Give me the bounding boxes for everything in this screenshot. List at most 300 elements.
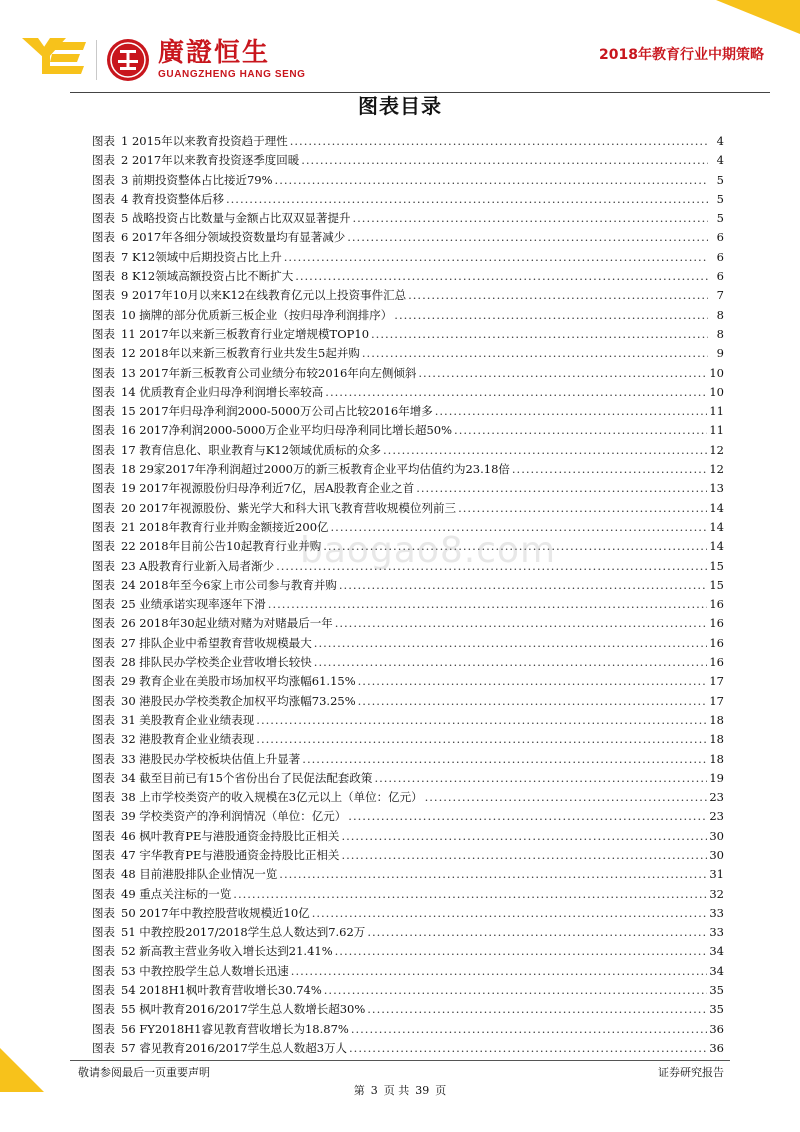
logo-separator bbox=[96, 40, 97, 80]
toc-page-number: 9 bbox=[716, 346, 724, 361]
figure-title: 摘牌的部分优质新三板企业（按归母净利润排序） bbox=[139, 307, 393, 322]
figure-title: 枫叶教育2016/2017学生总人数增长超30% bbox=[139, 1002, 366, 1017]
dot-leader bbox=[335, 614, 708, 633]
toc-row[interactable] bbox=[92, 576, 724, 595]
figure-prefix: 图表 bbox=[92, 307, 115, 322]
toc-row[interactable] bbox=[92, 190, 724, 209]
toc-row[interactable] bbox=[92, 499, 724, 518]
dot-leader bbox=[256, 711, 707, 730]
page-header bbox=[0, 0, 800, 95]
dot-leader bbox=[341, 827, 707, 846]
toc-entry-label bbox=[92, 306, 392, 325]
figure-number: 8 bbox=[121, 269, 129, 284]
figure-prefix: 图表 bbox=[92, 983, 115, 998]
figure-prefix: 图表 bbox=[92, 732, 115, 747]
toc-page-number: 23 bbox=[709, 809, 724, 824]
dot-leader bbox=[383, 441, 707, 460]
toc-page-number: 12 bbox=[709, 462, 724, 477]
toc-entry-label bbox=[92, 962, 289, 981]
toc-entry-label bbox=[92, 1020, 349, 1039]
toc-page-number: 5 bbox=[716, 191, 724, 206]
toc-row[interactable] bbox=[92, 962, 724, 981]
brand-name-cn: 廣證恒生 bbox=[158, 38, 271, 68]
toc-page-number: 34 bbox=[709, 963, 724, 978]
figure-title: 宇华教育PE与港股通资金持股比正相关 bbox=[139, 847, 340, 862]
toc-entry-label bbox=[92, 557, 274, 576]
toc-entry-label bbox=[92, 499, 456, 518]
figure-title: 2017净利润2000-5000万企业平均归母净利同比增长超50% bbox=[139, 423, 453, 438]
toc-page-number: 33 bbox=[709, 905, 724, 920]
dot-leader bbox=[268, 595, 708, 614]
toc-entry-label bbox=[92, 576, 337, 595]
figure-prefix: 图表 bbox=[92, 674, 115, 689]
dot-leader bbox=[351, 1020, 708, 1039]
toc-entry-label bbox=[92, 151, 299, 170]
toc-row[interactable] bbox=[92, 672, 724, 691]
dot-leader bbox=[408, 286, 708, 305]
figure-title: 港股民办学校板块估值上升显著 bbox=[139, 751, 301, 766]
toc-entry-label bbox=[92, 653, 312, 672]
toc-page-number: 30 bbox=[709, 828, 724, 843]
toc-row[interactable] bbox=[92, 325, 724, 344]
toc-row[interactable] bbox=[92, 750, 724, 769]
dot-leader bbox=[458, 499, 707, 518]
figure-prefix: 图表 bbox=[92, 963, 115, 978]
figure-title: 2017年10月以来K12在线教育亿元以上投资事件汇总 bbox=[131, 288, 407, 303]
toc-page-number: 30 bbox=[709, 847, 724, 862]
figure-prefix: 图表 bbox=[92, 616, 115, 631]
toc-page-number: 15 bbox=[709, 558, 724, 573]
figure-prefix: 图表 bbox=[92, 712, 115, 727]
figure-prefix: 图表 bbox=[92, 751, 115, 766]
toc-row[interactable] bbox=[92, 692, 724, 711]
figure-title: 学校类资产的净利润情况（单位：亿元） bbox=[139, 809, 347, 824]
page-title: 图表目录 bbox=[358, 94, 442, 118]
dot-leader bbox=[233, 885, 707, 904]
dot-leader bbox=[290, 132, 708, 151]
figure-title: FY2018H1睿见教育营收增长为18.87% bbox=[139, 1021, 349, 1036]
dot-leader bbox=[367, 1000, 707, 1019]
toc-row[interactable] bbox=[92, 730, 724, 749]
figure-number: 5 bbox=[121, 211, 129, 226]
figure-number: 25 bbox=[121, 597, 136, 612]
toc-page-number: 4 bbox=[716, 134, 724, 148]
dot-leader bbox=[291, 962, 708, 981]
figure-prefix: 图表 bbox=[92, 442, 115, 457]
toc-row[interactable] bbox=[92, 634, 724, 653]
figure-prefix: 图表 bbox=[92, 134, 115, 148]
figure-number: 57 bbox=[121, 1040, 136, 1055]
toc-page-number: 12 bbox=[709, 442, 724, 457]
toc-entry-label bbox=[92, 286, 406, 305]
figure-number: 14 bbox=[121, 384, 136, 399]
figure-title: 2017年视源股份归母净利近7亿，居A股教育企业之首 bbox=[139, 481, 415, 496]
toc-entry-label bbox=[92, 171, 273, 190]
page-mid: 页 共 bbox=[383, 1084, 410, 1097]
toc-page-number: 18 bbox=[709, 732, 724, 747]
figure-title: 港股民办学校类教企加权平均涨幅73.25% bbox=[139, 693, 356, 708]
toc-row[interactable] bbox=[92, 595, 724, 614]
toc-row[interactable] bbox=[92, 306, 724, 325]
footer-disclaimer: 敬请参阅最后一页重要声明 bbox=[78, 1066, 210, 1079]
figure-prefix: 图表 bbox=[92, 153, 115, 168]
figure-prefix: 图表 bbox=[92, 597, 115, 612]
toc-row[interactable] bbox=[92, 653, 724, 672]
figure-number: 38 bbox=[121, 790, 136, 805]
toc-entry-label bbox=[92, 1039, 347, 1058]
toc-entry-label bbox=[92, 672, 356, 691]
figure-title: 2018H1枫叶教育营收增长30.74% bbox=[139, 983, 322, 998]
figure-prefix: 图表 bbox=[92, 905, 115, 920]
page-current: 3 bbox=[370, 1084, 378, 1097]
toc-row[interactable] bbox=[92, 846, 724, 865]
toc-row[interactable] bbox=[92, 923, 724, 942]
toc-row[interactable] bbox=[92, 209, 724, 228]
figure-toc-list bbox=[92, 132, 724, 1058]
figure-number: 2 bbox=[121, 153, 129, 168]
figure-number: 3 bbox=[121, 172, 129, 187]
toc-row[interactable] bbox=[92, 421, 724, 440]
figure-title: 2018年至今6家上市公司参与教育并购 bbox=[139, 577, 337, 592]
toc-page-number: 14 bbox=[709, 500, 724, 515]
figure-title: 新高教主营业务收入增长达到21.41% bbox=[139, 944, 333, 959]
figure-prefix: 图表 bbox=[92, 423, 115, 438]
dot-leader bbox=[362, 344, 708, 363]
dot-leader bbox=[275, 171, 708, 190]
figure-number: 4 bbox=[121, 191, 129, 206]
dot-leader bbox=[325, 383, 707, 402]
toc-entry-label bbox=[92, 827, 339, 846]
figure-title: 中教控股学生总人数增长迅速 bbox=[139, 963, 289, 978]
toc-row[interactable] bbox=[92, 711, 724, 730]
dot-leader bbox=[418, 364, 707, 383]
figure-prefix: 图表 bbox=[92, 1002, 115, 1017]
dot-leader bbox=[348, 807, 707, 826]
ye-logo-icon bbox=[22, 36, 88, 76]
toc-page-number: 15 bbox=[709, 577, 724, 592]
figure-number: 20 bbox=[121, 500, 136, 515]
toc-row[interactable] bbox=[92, 807, 724, 826]
toc-entry-label bbox=[92, 711, 254, 730]
figure-number: 47 bbox=[121, 847, 136, 862]
toc-row[interactable] bbox=[92, 479, 724, 498]
figure-title: 教育投资整体后移 bbox=[131, 191, 224, 206]
figure-prefix: 图表 bbox=[92, 500, 115, 515]
dot-leader bbox=[284, 248, 708, 267]
figure-number: 24 bbox=[121, 577, 136, 592]
figure-number: 12 bbox=[121, 346, 136, 361]
dot-leader bbox=[349, 1039, 707, 1058]
figure-number: 13 bbox=[121, 365, 136, 380]
figure-prefix: 图表 bbox=[92, 828, 115, 843]
figure-number: 26 bbox=[121, 616, 136, 631]
figure-title: 枫叶教育PE与港股通资金持股比正相关 bbox=[139, 828, 340, 843]
toc-row[interactable] bbox=[92, 788, 724, 807]
figure-prefix: 图表 bbox=[92, 577, 115, 592]
figure-number: 29 bbox=[121, 674, 136, 689]
dot-leader bbox=[335, 942, 708, 961]
toc-page-number: 36 bbox=[709, 1040, 724, 1055]
toc-entry-label bbox=[92, 1000, 365, 1019]
toc-row[interactable] bbox=[92, 248, 724, 267]
figure-title: 教育企业在美股市场加权平均涨幅61.15% bbox=[139, 674, 356, 689]
toc-row[interactable] bbox=[92, 364, 724, 383]
figure-number: 39 bbox=[121, 809, 136, 824]
figure-prefix: 图表 bbox=[92, 770, 115, 785]
figure-prefix: 图表 bbox=[92, 558, 115, 573]
figure-title: 29家2017年净利润超过2000万的新三板教育企业平均估值约为23.18倍 bbox=[139, 462, 510, 477]
toc-page-number: 6 bbox=[716, 230, 724, 245]
toc-page-number: 18 bbox=[709, 751, 724, 766]
figure-prefix: 图表 bbox=[92, 365, 115, 380]
toc-row[interactable] bbox=[92, 344, 724, 363]
figure-number: 6 bbox=[121, 230, 129, 245]
toc-entry-label bbox=[92, 730, 254, 749]
dot-leader bbox=[374, 769, 707, 788]
dot-leader bbox=[367, 923, 707, 942]
toc-page-number: 11 bbox=[709, 404, 724, 419]
toc-page-number: 16 bbox=[709, 597, 724, 612]
figure-number: 30 bbox=[121, 693, 136, 708]
figure-title: 重点关注标的一览 bbox=[139, 886, 232, 901]
figure-title: K12领域中后期投资占比上升 bbox=[131, 249, 282, 264]
figure-number: 56 bbox=[121, 1021, 136, 1036]
toc-page-number: 6 bbox=[716, 269, 724, 284]
report-title: 2018年教育行业中期策略 bbox=[599, 47, 764, 63]
toc-entry-label bbox=[92, 383, 323, 402]
figure-title: 2017年以来新三板教育行业定增规模TOP10 bbox=[139, 326, 370, 341]
toc-page-number: 5 bbox=[716, 211, 724, 226]
figure-title: 港股教育企业业绩表现 bbox=[139, 732, 255, 747]
toc-entry-label bbox=[92, 865, 277, 884]
dot-leader bbox=[339, 576, 707, 595]
figure-prefix: 图表 bbox=[92, 847, 115, 862]
figure-title: 前期投资整体占比接近79% bbox=[131, 172, 273, 187]
dot-leader bbox=[371, 325, 708, 344]
watermark: baogao8.com bbox=[300, 530, 557, 571]
page-total: 39 bbox=[415, 1084, 430, 1097]
toc-page-number: 33 bbox=[709, 925, 724, 940]
toc-page-number: 6 bbox=[716, 249, 724, 264]
toc-page-number: 10 bbox=[709, 384, 724, 399]
toc-row[interactable] bbox=[92, 1020, 724, 1039]
toc-entry-label bbox=[92, 228, 345, 247]
figure-title: 排队民办学校类企业营收增长较快 bbox=[139, 655, 312, 670]
figure-title: 2017年新三板教育公司业绩分布较2016年向左侧倾斜 bbox=[139, 365, 417, 380]
toc-page-number: 14 bbox=[709, 539, 724, 554]
toc-entry-label bbox=[92, 885, 231, 904]
figure-title: 睿见教育2016/2017学生总人数超3万人 bbox=[139, 1040, 348, 1055]
toc-entry-label bbox=[92, 904, 310, 923]
toc-page-number: 16 bbox=[709, 655, 724, 670]
figure-prefix: 图表 bbox=[92, 655, 115, 670]
figure-number: 10 bbox=[121, 307, 136, 322]
figure-title: K12领域高额投资占比不断扩大 bbox=[131, 269, 294, 284]
dot-leader bbox=[279, 865, 707, 884]
toc-page-number: 4 bbox=[716, 153, 724, 168]
figure-number: 52 bbox=[121, 944, 136, 959]
toc-entry-label bbox=[92, 325, 369, 344]
toc-row[interactable] bbox=[92, 1000, 724, 1019]
figure-title: 2015年以来教育投资趋于理性 bbox=[131, 134, 288, 148]
figure-prefix: 图表 bbox=[92, 944, 115, 959]
dot-leader bbox=[425, 788, 708, 807]
toc-page-number: 14 bbox=[709, 519, 724, 534]
toc-row[interactable] bbox=[92, 769, 724, 788]
figure-title: 2018年目前公告10起教育行业并购 bbox=[139, 539, 322, 554]
figure-number: 48 bbox=[121, 867, 136, 882]
figure-number: 53 bbox=[121, 963, 136, 978]
toc-row[interactable] bbox=[92, 460, 724, 479]
figure-prefix: 图表 bbox=[92, 346, 115, 361]
toc-page-number: 16 bbox=[709, 616, 724, 631]
figure-number: 15 bbox=[121, 404, 136, 419]
toc-page-number: 35 bbox=[709, 1002, 724, 1017]
figure-title: 2017年归母净利润2000-5000万公司占比较2016年增多 bbox=[139, 404, 433, 419]
figure-number: 51 bbox=[121, 925, 136, 940]
toc-row[interactable] bbox=[92, 865, 724, 884]
toc-entry-label bbox=[92, 788, 423, 807]
figure-prefix: 图表 bbox=[92, 326, 115, 341]
toc-page-number: 7 bbox=[716, 288, 724, 303]
figure-prefix: 图表 bbox=[92, 886, 115, 901]
dot-leader bbox=[256, 730, 707, 749]
figure-number: 16 bbox=[121, 423, 136, 438]
figure-number: 33 bbox=[121, 751, 136, 766]
dot-leader bbox=[341, 846, 707, 865]
toc-entry-label bbox=[92, 344, 360, 363]
toc-entry-label bbox=[92, 537, 321, 556]
figure-prefix: 图表 bbox=[92, 384, 115, 399]
figure-title: 业绩承诺实现率逐年下滑 bbox=[139, 597, 266, 612]
toc-page-number: 5 bbox=[716, 172, 724, 187]
toc-row[interactable] bbox=[92, 171, 724, 190]
toc-row[interactable] bbox=[92, 981, 724, 1000]
dot-leader bbox=[394, 306, 708, 325]
figure-number: 27 bbox=[121, 635, 136, 650]
toc-entry-label bbox=[92, 981, 322, 1000]
toc-entry-label bbox=[92, 942, 333, 961]
figure-number: 21 bbox=[121, 519, 136, 534]
dot-leader bbox=[352, 209, 708, 228]
page-suffix: 页 bbox=[435, 1084, 447, 1097]
figure-prefix: 图表 bbox=[92, 693, 115, 708]
dot-leader bbox=[347, 228, 708, 247]
dot-leader bbox=[358, 692, 708, 711]
figure-title: A股教育行业新入局者渐少 bbox=[139, 558, 275, 573]
toc-page-number: 16 bbox=[709, 635, 724, 650]
toc-page-number: 35 bbox=[709, 983, 724, 998]
figure-prefix: 图表 bbox=[92, 1021, 115, 1036]
figure-prefix: 图表 bbox=[92, 635, 115, 650]
toc-page-number: 8 bbox=[716, 326, 724, 341]
page-prefix: 第 bbox=[353, 1084, 365, 1097]
toc-page-number: 23 bbox=[709, 790, 724, 805]
toc-entry-label bbox=[92, 441, 381, 460]
toc-entry-label bbox=[92, 190, 224, 209]
toc-row[interactable] bbox=[92, 132, 724, 151]
toc-entry-label bbox=[92, 518, 329, 537]
toc-page-number: 17 bbox=[709, 693, 724, 708]
figure-number: 1 bbox=[121, 134, 129, 148]
figure-number: 28 bbox=[121, 655, 136, 670]
toc-row[interactable] bbox=[92, 827, 724, 846]
toc-row[interactable] bbox=[92, 885, 724, 904]
toc-entry-label bbox=[92, 132, 288, 151]
figure-prefix: 图表 bbox=[92, 249, 115, 264]
figure-title: 排队企业中希望教育营收规模最大 bbox=[139, 635, 312, 650]
toc-page-number: 8 bbox=[716, 307, 724, 322]
dot-leader bbox=[302, 750, 707, 769]
toc-entry-label bbox=[92, 460, 510, 479]
figure-prefix: 图表 bbox=[92, 230, 115, 245]
toc-page-number: 32 bbox=[709, 886, 724, 901]
toc-row[interactable] bbox=[92, 942, 724, 961]
toc-entry-label bbox=[92, 846, 339, 865]
toc-page-number: 13 bbox=[709, 481, 724, 496]
footer-page-number bbox=[0, 1082, 800, 1098]
figure-number: 32 bbox=[121, 732, 136, 747]
toc-row[interactable] bbox=[92, 904, 724, 923]
figure-number: 22 bbox=[121, 539, 136, 554]
toc-entry-label bbox=[92, 807, 346, 826]
header-divider bbox=[70, 92, 770, 93]
brand-name-en: GUANGZHENG HANG SENG bbox=[158, 69, 306, 80]
figure-title: 美股教育企业业绩表现 bbox=[139, 712, 255, 727]
figure-title: 截至目前已有15个省份出台了民促法配套政策 bbox=[139, 770, 373, 785]
toc-row[interactable] bbox=[92, 402, 724, 421]
toc-page-number: 17 bbox=[709, 674, 724, 689]
figure-prefix: 图表 bbox=[92, 172, 115, 187]
figure-prefix: 图表 bbox=[92, 1040, 115, 1055]
figure-prefix: 图表 bbox=[92, 867, 115, 882]
footer-report-type: 证券研究报告 bbox=[658, 1066, 724, 1079]
figure-number: 55 bbox=[121, 1002, 136, 1017]
toc-row[interactable] bbox=[92, 441, 724, 460]
toc-entry-label bbox=[92, 248, 282, 267]
figure-number: 23 bbox=[121, 558, 136, 573]
toc-page-number: 36 bbox=[709, 1021, 724, 1036]
toc-row[interactable] bbox=[92, 267, 724, 286]
toc-row[interactable] bbox=[92, 383, 724, 402]
toc-entry-label bbox=[92, 209, 350, 228]
toc-row[interactable] bbox=[92, 228, 724, 247]
toc-page-number: 11 bbox=[709, 423, 724, 438]
figure-prefix: 图表 bbox=[92, 191, 115, 206]
figure-title: 教育信息化、职业教育与K12领域优质标的众多 bbox=[139, 442, 382, 457]
toc-entry-label bbox=[92, 614, 333, 633]
toc-entry-label bbox=[92, 769, 372, 788]
dot-leader bbox=[314, 634, 708, 653]
figure-title: 2018年30起业绩对赌为对赌最后一年 bbox=[139, 616, 333, 631]
figure-title: 目前港股排队企业情况一览 bbox=[139, 867, 278, 882]
toc-entry-label bbox=[92, 421, 452, 440]
figure-prefix: 图表 bbox=[92, 462, 115, 477]
toc-entry-label bbox=[92, 692, 356, 711]
dot-leader bbox=[416, 479, 707, 498]
figure-number: 54 bbox=[121, 983, 136, 998]
toc-row[interactable] bbox=[92, 151, 724, 170]
figure-number: 46 bbox=[121, 828, 136, 843]
guangzheng-seal-icon bbox=[106, 38, 150, 82]
toc-entry-label bbox=[92, 595, 266, 614]
toc-row[interactable] bbox=[92, 614, 724, 633]
figure-number: 19 bbox=[121, 481, 136, 496]
toc-row[interactable] bbox=[92, 1039, 724, 1058]
dot-leader bbox=[314, 653, 708, 672]
figure-number: 50 bbox=[121, 905, 136, 920]
toc-row[interactable] bbox=[92, 286, 724, 305]
